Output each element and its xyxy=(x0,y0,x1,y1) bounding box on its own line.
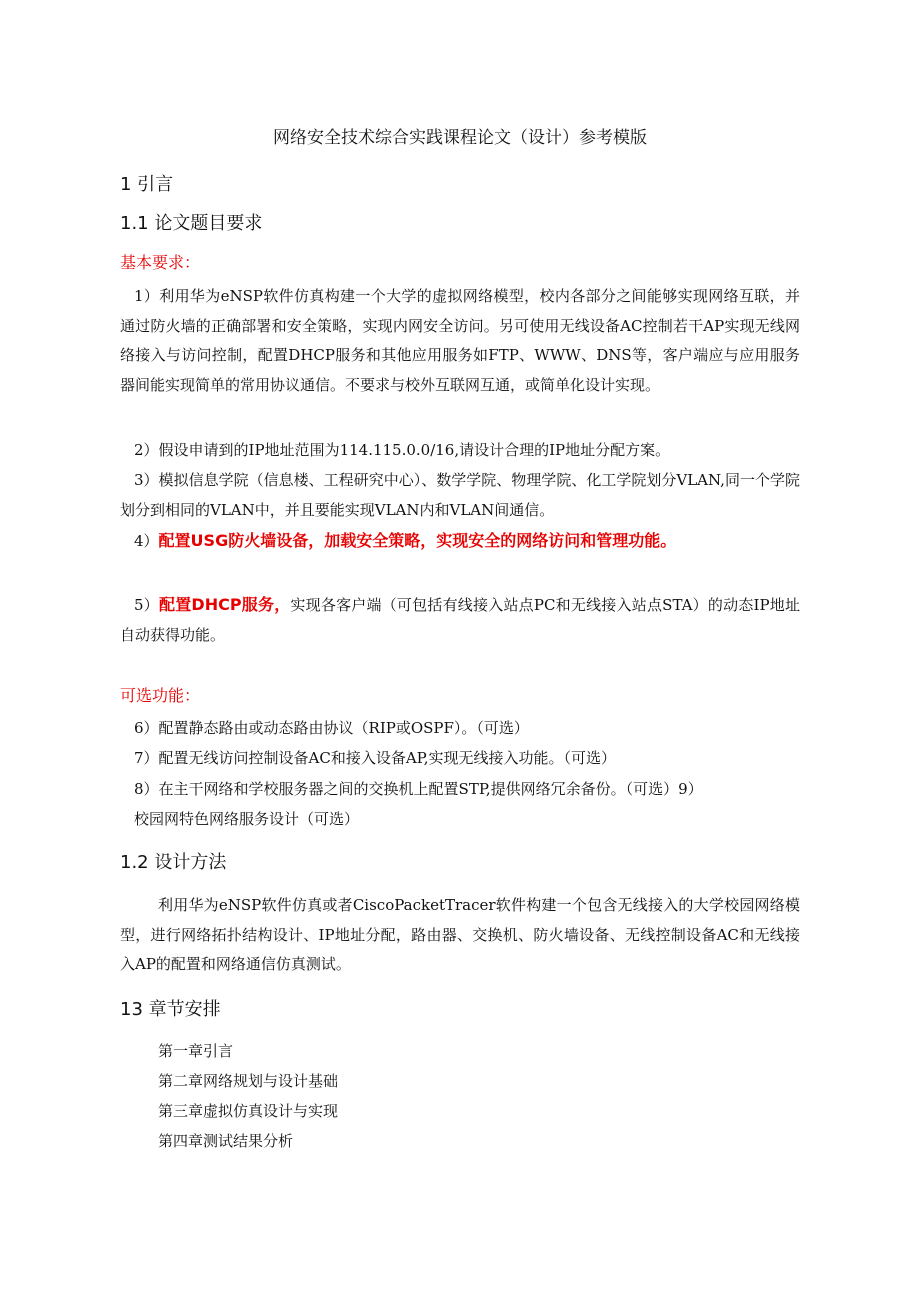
chapter-item: 第一章引言 xyxy=(158,1042,234,1060)
chapter-item: 第二章网络规划与设计基础 xyxy=(158,1072,339,1090)
optional-6: 6）配置静态路由或动态路由协议（RIP或OSPF）。（可选） xyxy=(134,719,529,737)
document-title: 网络安全技术综合实践课程论文（设计）参考模版 xyxy=(273,128,647,148)
requirement-1-text: 1）利用华为eNSP软件仿真构建一个大学的虚拟网络模型，校内各部分之间能够实现网络互联，并通过防火墙的正确部署和安全策略，实现内网安全访问。另可使用无线设备AC控制若干AP实现无线网络接入与访问控制，配置DHCP服务和其他应用服务如FTP、WWW、DNS等，客户端应与应用服务器间能实现简单的常用协议通信。不要求与校外互联网互通，或简单化设计实现。 xyxy=(120,287,800,394)
requirement-3-text: 3）模拟信息学院（信息楼、工程研究中心）、数学学院、物理学院、化工学院划分VLAN,同一个学院划分到相同的VLAN中，并且要能实现VLAN内和VLAN间通信。 xyxy=(120,471,800,519)
requirement-5-number: 5） xyxy=(134,596,159,614)
requirement-3 xyxy=(120,466,800,525)
requirement-5-text: 实现各客户端（可包括有线接入站点PC和无线接入站点STA）的动态IP地址自动获得功能。 xyxy=(120,596,800,644)
chapter-item: 第三章虚拟仿真设计与实现 xyxy=(158,1102,339,1120)
requirement-4 xyxy=(120,526,800,557)
heading-design-method: 1.2 设计方法 xyxy=(120,852,227,873)
chapter-item: 第四章测试结果分析 xyxy=(158,1132,294,1150)
optional-features-label: 可选功能： xyxy=(120,686,201,705)
optional-7: 7）配置无线访问控制设备AC和接入设备AP,实现无线接入功能。（可选） xyxy=(134,749,617,767)
requirement-2 xyxy=(120,436,800,466)
requirement-1 xyxy=(120,282,800,400)
design-method-paragraph xyxy=(120,891,800,980)
basic-requirements-label: 基本要求： xyxy=(120,253,201,272)
requirement-4-number: 4） xyxy=(134,532,159,550)
requirement-2-text: 2）假设申请到的IP地址范围为114.115.0.0/16,请设计合理的IP地址分配方案。 xyxy=(134,441,671,459)
requirement-5-highlight: 配置DHCP服务， xyxy=(158,595,291,614)
design-method-text: 利用华为eNSP软件仿真或者CiscoPacketTracer软件构建一个包含无线接入的大学校园网络模型，进行网络拓扑结构设计、IP地址分配，路由器、交换机、防火墙设备、无线控制设备AC和无线接入AP的配置和网络通信仿真测试。 xyxy=(120,896,800,973)
heading-topic-requirements: 1.1 论文题目要求 xyxy=(120,213,263,234)
requirement-5 xyxy=(120,590,800,650)
optional-9: 校园网特色网络服务设计（可选） xyxy=(134,810,360,828)
heading-introduction: 1 引言 xyxy=(120,174,174,195)
optional-8: 8）在主干网络和学校服务器之间的交换机上配置STP,提供网络冗余备份。（可选）9） xyxy=(134,780,703,798)
heading-chapter-arrangement: 13 章节安排 xyxy=(120,999,221,1020)
requirement-4-highlight: 配置USG防火墙设备，加载安全策略，实现安全的网络访问和管理功能。 xyxy=(158,531,677,550)
